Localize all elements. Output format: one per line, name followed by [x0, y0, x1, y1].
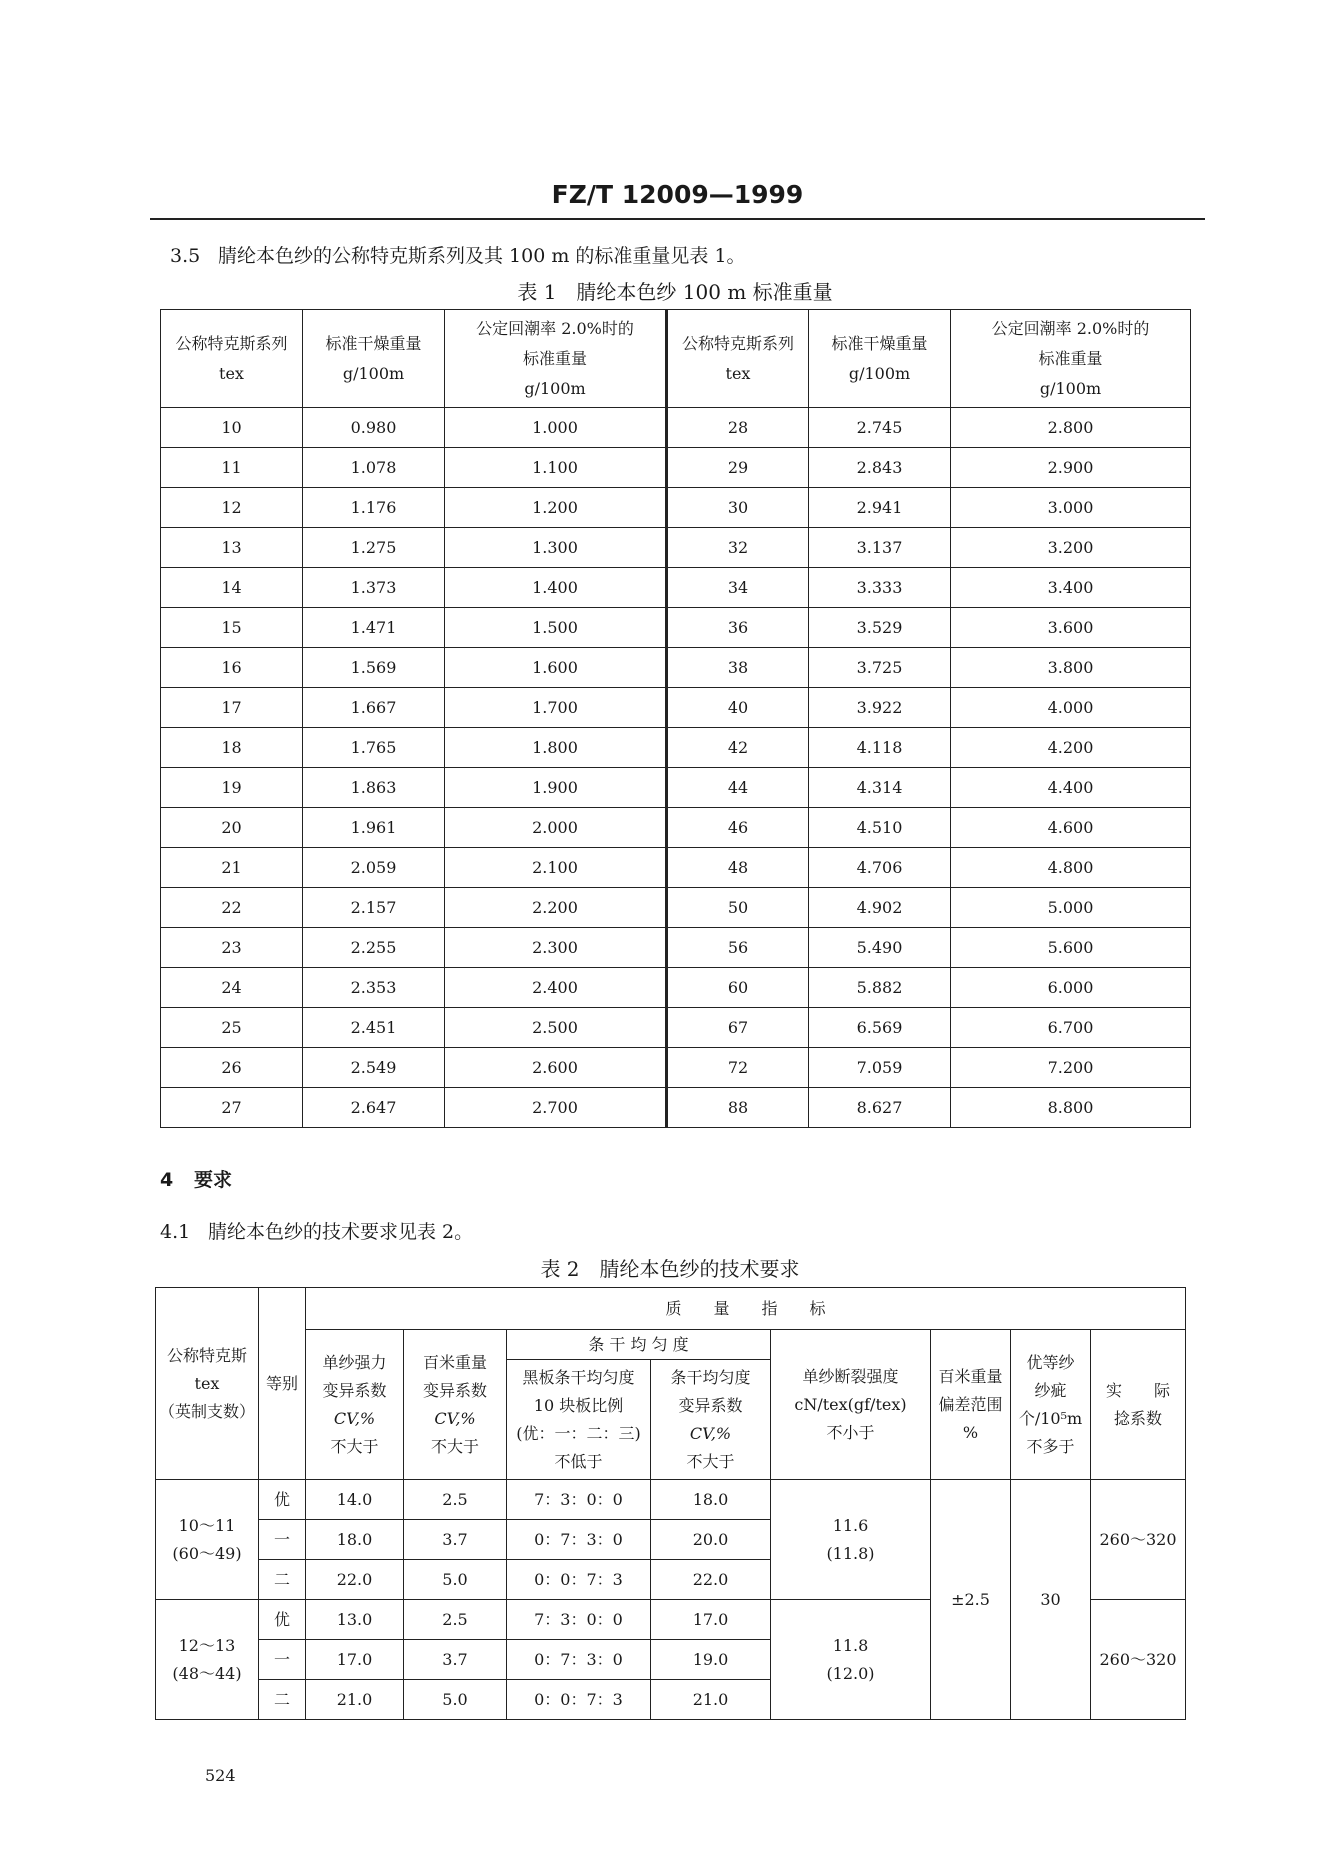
- t1-dry-weight-cell: 2.451: [303, 1008, 445, 1048]
- t1-dry-weight-cell: 4.510: [809, 808, 951, 848]
- t1-dry-weight-cell: 2.647: [303, 1088, 445, 1128]
- t1-header-tex: 公称特克斯系列 tex: [161, 310, 303, 408]
- table2-header: [156, 1288, 1186, 1480]
- table-row: [161, 768, 1191, 808]
- section-4-1: [160, 1219, 473, 1245]
- t2-header-tex: 公称特克斯 tex （英制支数）: [156, 1288, 259, 1480]
- t2-twist-cell: 260～320: [1091, 1600, 1186, 1720]
- t2-tex-cell: 12～13 (48～44): [156, 1600, 259, 1720]
- section-text: 腈纶本色纱的公称特克斯系列及其 100 m 的标准重量见表 1。: [218, 245, 746, 267]
- t1-tex-cell: 20: [161, 808, 303, 848]
- t1-tex-cell: 11: [161, 448, 303, 488]
- t1-std-weight-cell: 7.200: [951, 1048, 1191, 1088]
- t2-single-cv-cell: 14.0: [306, 1480, 404, 1520]
- t2-grade-cell: 优: [259, 1480, 306, 1520]
- t1-dry-weight-cell: 3.333: [809, 568, 951, 608]
- t2-header-quality: 质 量 指 标: [306, 1288, 1186, 1330]
- t1-std-weight-cell: 4.000: [951, 688, 1191, 728]
- t1-dry-weight-cell: 2.157: [303, 888, 445, 928]
- t1-header-tex: 公称特克斯系列 tex: [667, 310, 809, 408]
- t1-dry-weight-cell: 2.059: [303, 848, 445, 888]
- t2-weight-cv-cell: 5.0: [404, 1560, 507, 1600]
- table-row: [156, 1480, 1186, 1520]
- t1-dry-weight-cell: 2.843: [809, 448, 951, 488]
- t2-header-board: 黑板条干均匀度 10 块板比例 (优：一：二：三) 不低于: [507, 1360, 651, 1480]
- t1-dry-weight-cell: 1.275: [303, 528, 445, 568]
- t1-tex-cell: 24: [161, 968, 303, 1008]
- table2-caption: 表 2 腈纶本色纱的技术要求: [540, 1257, 800, 1281]
- t1-tex-cell: 46: [667, 808, 809, 848]
- t2-neps-cell: 30: [1011, 1480, 1091, 1720]
- t1-tex-cell: 42: [667, 728, 809, 768]
- section-text: 腈纶本色纱的技术要求见表 2。: [208, 1221, 474, 1243]
- t2-weight-cv-cell: 2.5: [404, 1600, 507, 1640]
- t1-tex-cell: 26: [161, 1048, 303, 1088]
- t1-dry-weight-cell: 7.059: [809, 1048, 951, 1088]
- t1-dry-weight-cell: 3.137: [809, 528, 951, 568]
- table-row: [161, 728, 1191, 768]
- t2-even-cv-cell: 18.0: [651, 1480, 771, 1520]
- t1-std-weight-cell: 1.500: [445, 608, 667, 648]
- table-row: [161, 688, 1191, 728]
- t2-header-neps: 优等纱 纱疵 个/10⁵m 不多于: [1011, 1330, 1091, 1480]
- t2-tenacity-cell: 11.6 (11.8): [771, 1480, 931, 1600]
- t1-header-std-weight: 公定回潮率 2.0%时的 标准重量 g/100m: [445, 310, 667, 408]
- table-2: [155, 1287, 1186, 1720]
- t2-board-cell: 7：3：0：0: [507, 1600, 651, 1640]
- table-row: [161, 448, 1191, 488]
- t1-dry-weight-cell: 8.627: [809, 1088, 951, 1128]
- t2-even-cv-cell: 17.0: [651, 1600, 771, 1640]
- t1-std-weight-cell: 5.000: [951, 888, 1191, 928]
- t2-weight-deviation-cell: ±2.5: [931, 1480, 1011, 1720]
- table-row: [161, 488, 1191, 528]
- t1-tex-cell: 19: [161, 768, 303, 808]
- t1-tex-cell: 13: [161, 528, 303, 568]
- t1-std-weight-cell: 1.900: [445, 768, 667, 808]
- t1-tex-cell: 21: [161, 848, 303, 888]
- table-row: [161, 608, 1191, 648]
- t1-std-weight-cell: 6.700: [951, 1008, 1191, 1048]
- t1-std-weight-cell: 2.100: [445, 848, 667, 888]
- t1-tex-cell: 44: [667, 768, 809, 808]
- t2-single-cv-cell: 21.0: [306, 1680, 404, 1720]
- table-row: [161, 1088, 1191, 1128]
- t1-dry-weight-cell: 2.255: [303, 928, 445, 968]
- t1-dry-weight-cell: 5.882: [809, 968, 951, 1008]
- t1-header-std-weight: 公定回潮率 2.0%时的 标准重量 g/100m: [951, 310, 1191, 408]
- section-number: 4.1: [160, 1221, 191, 1243]
- t1-tex-cell: 36: [667, 608, 809, 648]
- t2-grade-cell: 二: [259, 1680, 306, 1720]
- t1-tex-cell: 27: [161, 1088, 303, 1128]
- t1-std-weight-cell: 1.200: [445, 488, 667, 528]
- table-row: [161, 848, 1191, 888]
- t2-grade-cell: 一: [259, 1520, 306, 1560]
- t2-board-cell: 0：7：3：0: [507, 1520, 651, 1560]
- t2-even-cv-cell: 19.0: [651, 1640, 771, 1680]
- t1-dry-weight-cell: 1.078: [303, 448, 445, 488]
- table-row: [161, 1008, 1191, 1048]
- t2-weight-cv-cell: 3.7: [404, 1640, 507, 1680]
- t2-tenacity-cell: 11.8 (12.0): [771, 1600, 931, 1720]
- t1-std-weight-cell: 1.100: [445, 448, 667, 488]
- section-4: [160, 1167, 232, 1193]
- t1-dry-weight-cell: 1.471: [303, 608, 445, 648]
- t2-header-weight-deviation: 百米重量 偏差范围 %: [931, 1330, 1011, 1480]
- table1-header: [161, 310, 1191, 408]
- t1-dry-weight-cell: 4.902: [809, 888, 951, 928]
- t1-dry-weight-cell: 3.529: [809, 608, 951, 648]
- t2-even-cv-cell: 22.0: [651, 1560, 771, 1600]
- t1-tex-cell: 72: [667, 1048, 809, 1088]
- t1-tex-cell: 10: [161, 408, 303, 448]
- t1-std-weight-cell: 1.000: [445, 408, 667, 448]
- t1-tex-cell: 48: [667, 848, 809, 888]
- table-row: [161, 648, 1191, 688]
- t1-tex-cell: 28: [667, 408, 809, 448]
- t1-dry-weight-cell: 1.176: [303, 488, 445, 528]
- t2-board-cell: 7：3：0：0: [507, 1480, 651, 1520]
- table-row: [161, 1048, 1191, 1088]
- t1-tex-cell: 34: [667, 568, 809, 608]
- section-title: 要求: [194, 1169, 233, 1191]
- t1-dry-weight-cell: 4.314: [809, 768, 951, 808]
- t1-tex-cell: 16: [161, 648, 303, 688]
- t1-dry-weight-cell: 5.490: [809, 928, 951, 968]
- table-row: [161, 568, 1191, 608]
- t1-std-weight-cell: 1.400: [445, 568, 667, 608]
- t2-header-single-cv: 单纱强力 变异系数 CV,% 不大于: [306, 1330, 404, 1480]
- t1-std-weight-cell: 2.900: [951, 448, 1191, 488]
- t1-dry-weight-cell: 2.353: [303, 968, 445, 1008]
- t1-dry-weight-cell: 2.745: [809, 408, 951, 448]
- t1-std-weight-cell: 1.300: [445, 528, 667, 568]
- t1-dry-weight-cell: 4.706: [809, 848, 951, 888]
- t2-single-cv-cell: 22.0: [306, 1560, 404, 1600]
- t1-header-dry-weight: 标准干燥重量 g/100m: [303, 310, 445, 408]
- t1-dry-weight-cell: 1.667: [303, 688, 445, 728]
- t2-single-cv-cell: 17.0: [306, 1640, 404, 1680]
- table-row: [161, 808, 1191, 848]
- header-rule: [150, 218, 1205, 220]
- t1-tex-cell: 56: [667, 928, 809, 968]
- t2-twist-cell: 260～320: [1091, 1480, 1186, 1600]
- t2-weight-cv-cell: 5.0: [404, 1680, 507, 1720]
- t1-std-weight-cell: 2.400: [445, 968, 667, 1008]
- t2-header-weight-cv: 百米重量 变异系数 CV,% 不大于: [404, 1330, 507, 1480]
- t1-header-dry-weight: 标准干燥重量 g/100m: [809, 310, 951, 408]
- t1-std-weight-cell: 2.500: [445, 1008, 667, 1048]
- t1-std-weight-cell: 4.800: [951, 848, 1191, 888]
- t1-std-weight-cell: 1.600: [445, 648, 667, 688]
- t1-std-weight-cell: 3.200: [951, 528, 1191, 568]
- document-header: [150, 180, 1205, 220]
- t1-std-weight-cell: 4.200: [951, 728, 1191, 768]
- t1-dry-weight-cell: 1.569: [303, 648, 445, 688]
- t2-header-tenacity: 单纱断裂强度 cN/tex(gf/tex) 不小于: [771, 1330, 931, 1480]
- t1-dry-weight-cell: 2.941: [809, 488, 951, 528]
- t1-std-weight-cell: 5.600: [951, 928, 1191, 968]
- t1-std-weight-cell: 2.600: [445, 1048, 667, 1088]
- t2-header-even-cv: 条干均匀度 变异系数 CV,% 不大于: [651, 1360, 771, 1480]
- t1-std-weight-cell: 2.000: [445, 808, 667, 848]
- table-row: [161, 528, 1191, 568]
- t1-std-weight-cell: 4.600: [951, 808, 1191, 848]
- t2-grade-cell: 优: [259, 1600, 306, 1640]
- t2-weight-cv-cell: 3.7: [404, 1520, 507, 1560]
- t1-std-weight-cell: 1.800: [445, 728, 667, 768]
- t1-std-weight-cell: 2.300: [445, 928, 667, 968]
- t1-tex-cell: 60: [667, 968, 809, 1008]
- t1-tex-cell: 29: [667, 448, 809, 488]
- t1-std-weight-cell: 6.000: [951, 968, 1191, 1008]
- t2-single-cv-cell: 13.0: [306, 1600, 404, 1640]
- t1-tex-cell: 23: [161, 928, 303, 968]
- t1-tex-cell: 18: [161, 728, 303, 768]
- t2-weight-cv-cell: 2.5: [404, 1480, 507, 1520]
- t1-tex-cell: 14: [161, 568, 303, 608]
- t1-tex-cell: 15: [161, 608, 303, 648]
- t1-tex-cell: 22: [161, 888, 303, 928]
- table-row: [161, 408, 1191, 448]
- t1-dry-weight-cell: 1.765: [303, 728, 445, 768]
- t1-tex-cell: 67: [667, 1008, 809, 1048]
- table-row: [161, 928, 1191, 968]
- t1-tex-cell: 38: [667, 648, 809, 688]
- t1-std-weight-cell: 3.800: [951, 648, 1191, 688]
- t1-dry-weight-cell: 0.980: [303, 408, 445, 448]
- t1-std-weight-cell: 2.800: [951, 408, 1191, 448]
- t2-board-cell: 0：0：7：3: [507, 1560, 651, 1600]
- t2-header-grade: 等别: [259, 1288, 306, 1480]
- t1-std-weight-cell: 2.700: [445, 1088, 667, 1128]
- t2-even-cv-cell: 21.0: [651, 1680, 771, 1720]
- t2-header-twist: 实 际 捻系数: [1091, 1330, 1186, 1480]
- t1-dry-weight-cell: 2.549: [303, 1048, 445, 1088]
- section-3-5: [170, 243, 746, 269]
- t2-grade-cell: 一: [259, 1640, 306, 1680]
- t1-dry-weight-cell: 4.118: [809, 728, 951, 768]
- t2-even-cv-cell: 20.0: [651, 1520, 771, 1560]
- table1-caption: 表 1 腈纶本色纱 100 m 标准重量: [517, 280, 833, 304]
- t1-std-weight-cell: 3.000: [951, 488, 1191, 528]
- t1-dry-weight-cell: 6.569: [809, 1008, 951, 1048]
- table-row: [161, 968, 1191, 1008]
- t1-tex-cell: 32: [667, 528, 809, 568]
- t1-tex-cell: 25: [161, 1008, 303, 1048]
- t1-tex-cell: 30: [667, 488, 809, 528]
- t1-std-weight-cell: 3.600: [951, 608, 1191, 648]
- table-1: [160, 309, 1191, 1128]
- t2-grade-cell: 二: [259, 1560, 306, 1600]
- table1-body: [161, 408, 1191, 1128]
- section-number: 3.5: [170, 245, 201, 267]
- table-row: [161, 888, 1191, 928]
- t1-dry-weight-cell: 3.922: [809, 688, 951, 728]
- t1-tex-cell: 88: [667, 1088, 809, 1128]
- t2-tex-cell: 10～11 (60～49): [156, 1480, 259, 1600]
- t1-std-weight-cell: 2.200: [445, 888, 667, 928]
- t2-board-cell: 0：7：3：0: [507, 1640, 651, 1680]
- t1-dry-weight-cell: 1.373: [303, 568, 445, 608]
- document-code: FZ/T 12009—1999: [551, 180, 804, 209]
- section-number: 4: [160, 1169, 174, 1191]
- t1-dry-weight-cell: 3.725: [809, 648, 951, 688]
- t2-board-cell: 0：0：7：3: [507, 1680, 651, 1720]
- t1-std-weight-cell: 8.800: [951, 1088, 1191, 1128]
- t1-dry-weight-cell: 1.961: [303, 808, 445, 848]
- t1-tex-cell: 40: [667, 688, 809, 728]
- t1-tex-cell: 50: [667, 888, 809, 928]
- t2-single-cv-cell: 18.0: [306, 1520, 404, 1560]
- t1-std-weight-cell: 3.400: [951, 568, 1191, 608]
- t1-tex-cell: 17: [161, 688, 303, 728]
- t1-std-weight-cell: 4.400: [951, 768, 1191, 808]
- t1-std-weight-cell: 1.700: [445, 688, 667, 728]
- table2-body: [156, 1480, 1186, 1720]
- t1-tex-cell: 12: [161, 488, 303, 528]
- t1-dry-weight-cell: 1.863: [303, 768, 445, 808]
- t2-header-evenness: 条 干 均 匀 度: [507, 1330, 771, 1360]
- page-number: 524: [205, 1766, 236, 1785]
